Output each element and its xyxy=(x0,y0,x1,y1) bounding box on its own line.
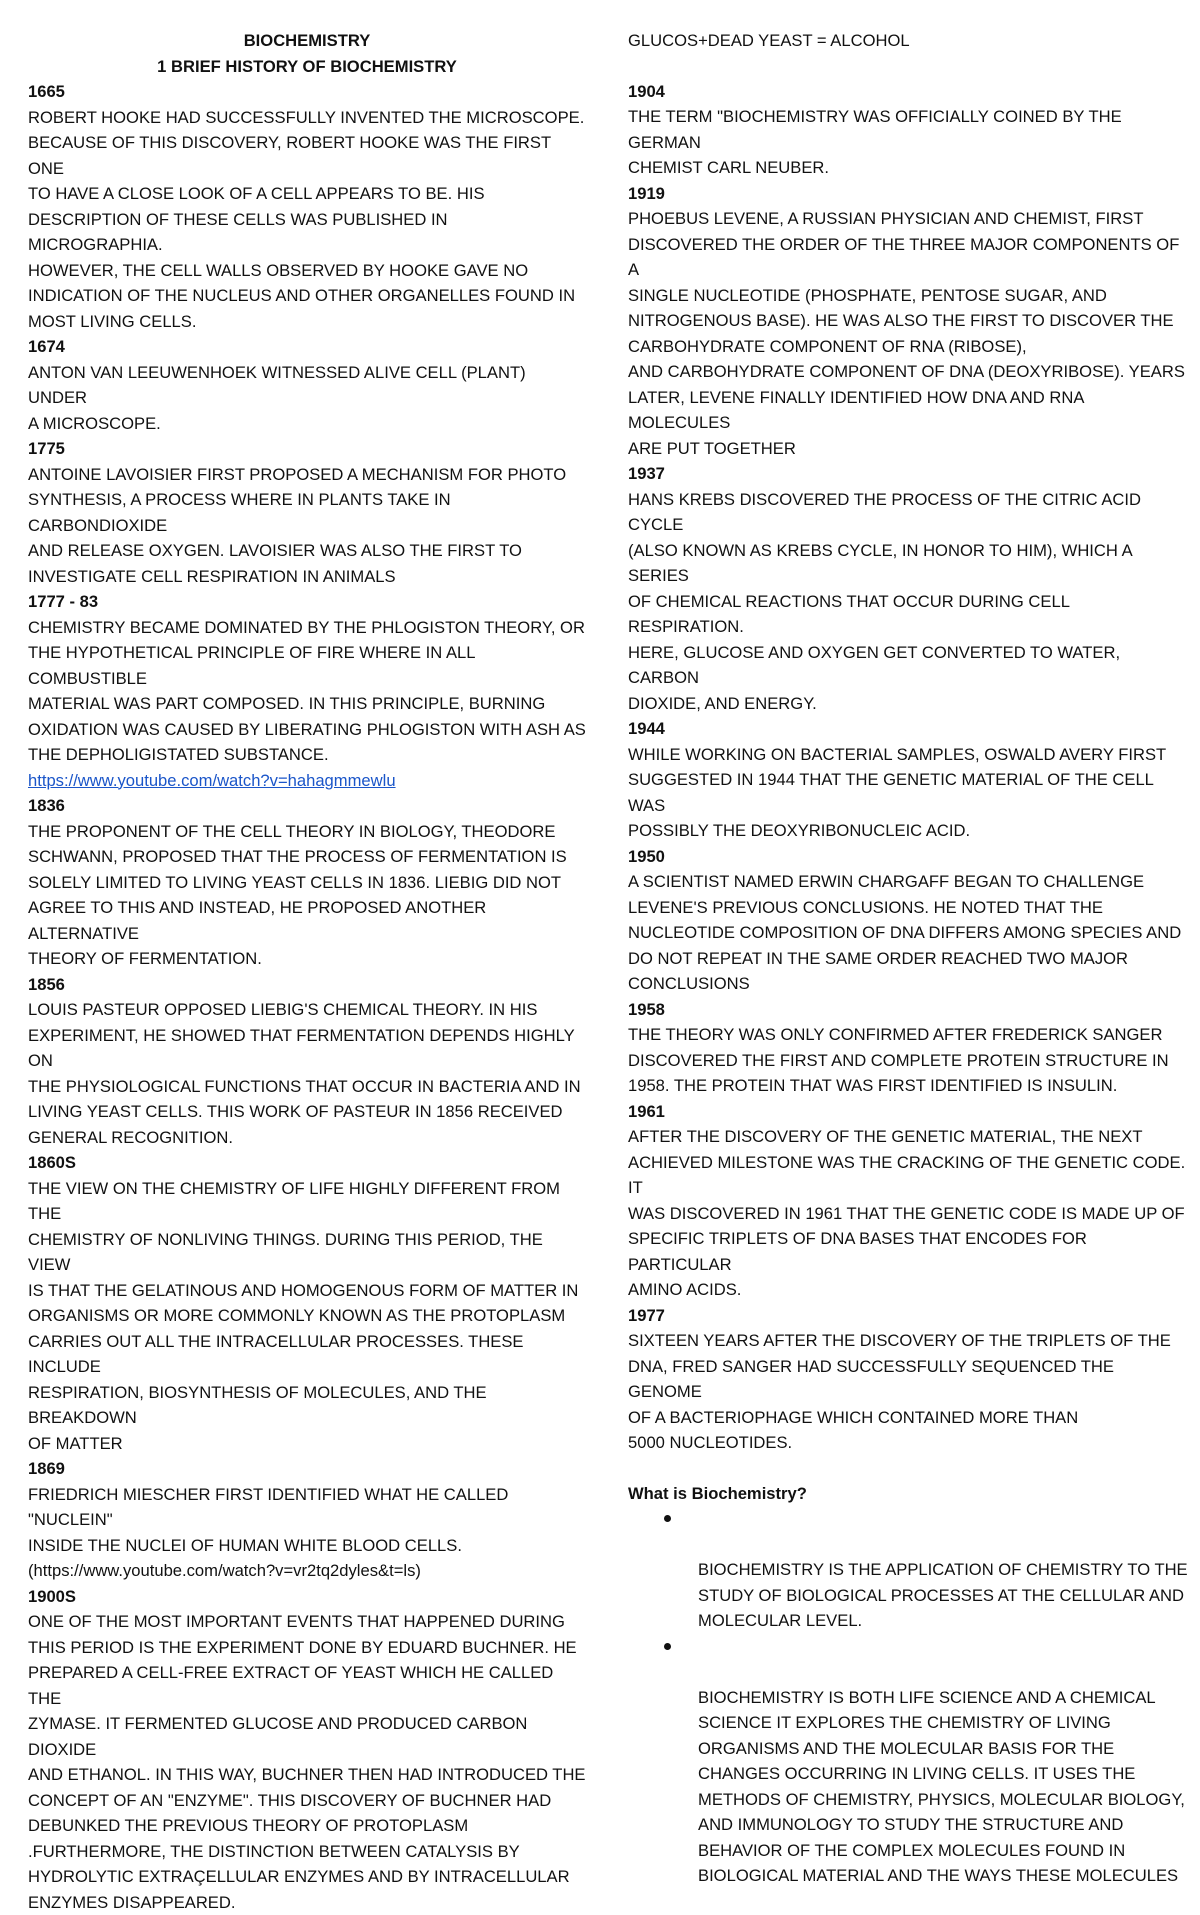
history-entry xyxy=(28,589,586,768)
entry-year: 1944 xyxy=(628,716,1188,742)
equation-line: GLUCOS+DEAD YEAST = ALCOHOL xyxy=(628,28,1188,54)
entry-text: FRIEDRICH MIESCHER FIRST IDENTIFIED WHAT HE CALLED "NUCLEIN" INSIDE THE NUCLEI OF HUMAN WHITE BLOOD CELLS. xyxy=(28,1482,586,1559)
list-item xyxy=(628,1506,1188,1634)
history-entry xyxy=(28,436,586,589)
history-entry xyxy=(28,1456,586,1558)
blank-line xyxy=(628,1456,1188,1481)
entry-text: A SCIENTIST NAMED ERWIN CHARGAFF BEGAN TO CHALLENGE LEVENE'S PREVIOUS CONCLUSIONS. HE NOTED THAT THE NUCLEOTIDE COMPOSITION OF DNA DIFFERS AMONG SPECIES AND DO NOT REPEAT IN THE SAME ORDER REACHED TWO MAJOR CONCLUSIONS xyxy=(628,869,1188,997)
entry-text: ONE OF THE MOST IMPORTANT EVENTS THAT HAPPENED DURING THIS PERIOD IS THE EXPERIMENT DONE BY EDUARD BUCHNER. HE PREPARED A CELL-FREE EXTRACT OF YEAST WHICH HE CALLED THE ZYMASE. IT FERMENTED GLUCOSE AND PRODUCED CARBON DIOXIDE AND ETHANOL. IN THIS WAY, BUCHNER THEN HAD INTRODUCED THE CONCEPT OF AN "ENZYME". THIS DISCOVERY OF BUCHNER HAD DEBUNKED THE PREVIOUS THEORY OF PROTOPLASM .FURTHERMORE, THE DISTINCTION BETWEEN CATALYSIS BY HYDROLYTIC EXTRAÇELLULAR ENZYMES AND BY INTRACELLULAR ENZYMES DISAPPEARED. xyxy=(28,1609,586,1915)
source-reference: (https://www.youtube.com/watch?v=vr2tq2dyles&t=ls) xyxy=(28,1558,586,1584)
definition-heading: What is Biochemistry? xyxy=(628,1481,1188,1507)
history-entry xyxy=(628,461,1188,716)
bullet-icon xyxy=(664,1643,671,1650)
entry-year: 1869 xyxy=(28,1456,586,1482)
bullet-icon xyxy=(664,1515,671,1522)
history-entry xyxy=(628,1303,1188,1456)
entry-text: THE TERM "BIOCHEMISTRY WAS OFFICIALLY COINED BY THE GERMAN CHEMIST CARL NEUBER. xyxy=(628,104,1188,181)
entry-year: 1856 xyxy=(28,972,586,998)
right-column xyxy=(628,28,1188,1538)
entry-year: 1961 xyxy=(628,1099,1188,1125)
history-entry xyxy=(628,1099,1188,1303)
entry-year: 1958 xyxy=(628,997,1188,1023)
entry-year: 1665 xyxy=(28,79,586,105)
history-entry xyxy=(28,334,586,436)
entry-year: 1950 xyxy=(628,844,1188,870)
history-entry xyxy=(28,1584,586,1915)
entry-year: 1900S xyxy=(28,1584,586,1610)
list-item xyxy=(628,1634,1188,1889)
entry-year: 1937 xyxy=(628,461,1188,487)
entry-text: ROBERT HOOKE HAD SUCCESSFULLY INVENTED THE MICROSCOPE. BECAUSE OF THIS DISCOVERY, ROBERT HOOKE WAS THE FIRST ONE TO HAVE A CLOSE LOOK OF A CELL APPEARS TO BE. HIS DESCRIPTION OF THESE CELLS WAS PUBLISHED IN MICROGRAPHIA. HOWEVER, THE CELL WALLS OBSERVED BY HOOKE GAVE NO INDICATION OF THE NUCLEUS AND OTHER ORGANELLES FOUND IN MOST LIVING CELLS. xyxy=(28,105,586,335)
document-page xyxy=(28,28,1188,1538)
entry-text: THE THEORY WAS ONLY CONFIRMED AFTER FREDERICK SANGER DISCOVERED THE FIRST AND COMPLETE PROTEIN STRUCTURE IN 1958. THE PROTEIN THAT WAS FIRST IDENTIFIED IS INSULIN. xyxy=(628,1022,1188,1099)
entry-year: 1777 - 83 xyxy=(28,589,586,615)
entry-text: HANS KREBS DISCOVERED THE PROCESS OF THE CITRIC ACID CYCLE (ALSO KNOWN AS KREBS CYCLE, IN HONOR TO HIM), WHICH A SERIES OF CHEMICAL REACTIONS THAT OCCUR DURING CELL RESPIRATION. HERE, GLUCOSE AND OXYGEN GET CONVERTED TO WATER, CARBON DIOXIDE, AND ENERGY. xyxy=(628,487,1188,717)
entry-text: PHOEBUS LEVENE, A RUSSIAN PHYSICIAN AND CHEMIST, FIRST DISCOVERED THE ORDER OF THE THREE MAJOR COMPONENTS OF A SINGLE NUCLEOTIDE (PHOSPHATE, PENTOSE SUGAR, AND NITROGENOUS BASE). HE WAS ALSO THE FIRST TO DISCOVER THE CARBOHYDRATE COMPONENT OF RNA (RIBOSE), AND CARBOHYDRATE COMPONENT OF DNA (DEOXYRIBOSE). YEARS LATER, LEVENE FINALLY IDENTIFIED HOW DNA AND RNA MOLECULES ARE PUT TOGETHER xyxy=(628,206,1188,461)
history-entry xyxy=(628,716,1188,844)
history-entry xyxy=(28,793,586,972)
history-entry xyxy=(28,79,586,334)
history-entry xyxy=(628,79,1188,181)
list-item-text: BIOCHEMISTRY IS THE APPLICATION OF CHEMISTRY TO THE STUDY OF BIOLOGICAL PROCESSES AT THE CELLULAR AND MOLECULAR LEVEL. xyxy=(698,1560,1188,1630)
list-item-text: BIOCHEMISTRY IS BOTH LIFE SCIENCE AND A CHEMICAL SCIENCE IT EXPLORES THE CHEMISTRY OF LIVING ORGANISMS AND THE MOLECULAR BASIS FOR THE CHANGES OCCURRING IN LIVING CELLS. IT USES THE METHODS OF CHEMISTRY, PHYSICS, MOLECULAR BIOLOGY, AND IMMUNOLOGY TO STUDY THE STRUCTURE AND BEHAVIOR OF THE COMPLEX MOLECULES FOUND IN BIOLOGICAL MATERIAL AND THE WAYS THESE MOLECULES xyxy=(698,1688,1185,1886)
entry-text: LOUIS PASTEUR OPPOSED LIEBIG'S CHEMICAL THEORY. IN HIS EXPERIMENT, HE SHOWED THAT FERMENTATION DEPENDS HIGHLY ON THE PHYSIOLOGICAL FUNCTIONS THAT OCCUR IN BACTERIA AND IN LIVING YEAST CELLS. THIS WORK OF PASTEUR IN 1856 RECEIVED GENERAL RECOGNITION. xyxy=(28,997,586,1150)
history-entry xyxy=(628,997,1188,1099)
entry-year: 1775 xyxy=(28,436,586,462)
youtube-link[interactable]: https://www.youtube.com/watch?v=hahagmmewlu xyxy=(28,768,586,794)
entry-text: SIXTEEN YEARS AFTER THE DISCOVERY OF THE TRIPLETS OF THE DNA, FRED SANGER HAD SUCCESSFULLY SEQUENCED THE GENOME OF A BACTERIOPHAGE WHICH CONTAINED MORE THAN 5000 NUCLEOTIDES. xyxy=(628,1328,1188,1456)
entry-text: ANTON VAN LEEUWENHOEK WITNESSED ALIVE CELL (PLANT) UNDER A MICROSCOPE. xyxy=(28,360,586,437)
entry-year: 1977 xyxy=(628,1303,1188,1329)
entry-year: 1919 xyxy=(628,181,1188,207)
section-title: 1 BRIEF HISTORY OF BIOCHEMISTRY xyxy=(28,54,586,80)
entry-text: THE VIEW ON THE CHEMISTRY OF LIFE HIGHLY DIFFERENT FROM THE CHEMISTRY OF NONLIVING THINGS. DURING THIS PERIOD, THE VIEW IS THAT THE GELATINOUS AND HOMOGENOUS FORM OF MATTER IN ORGANISMS OR MORE COMMONLY KNOWN AS THE PROTOPLASM CARRIES OUT ALL THE INTRACELLULAR PROCESSES. THESE INCLUDE RESPIRATION, BIOSYNTHESIS OF MOLECULES, AND THE BREAKDOWN OF MATTER xyxy=(28,1176,586,1457)
entry-text: CHEMISTRY BECAME DOMINATED BY THE PHLOGISTON THEORY, OR THE HYPOTHETICAL PRINCIPLE OF FIRE WHERE IN ALL COMBUSTIBLE MATERIAL WAS PART COMPOSED. IN THIS PRINCIPLE, BURNING OXIDATION WAS CAUSED BY LIBERATING PHLOGISTON WITH ASH AS THE DEPHOLIGISTATED SUBSTANCE. xyxy=(28,615,586,768)
document-title: BIOCHEMISTRY xyxy=(28,28,586,54)
entry-year: 1674 xyxy=(28,334,586,360)
entry-text: AFTER THE DISCOVERY OF THE GENETIC MATERIAL, THE NEXT ACHIEVED MILESTONE WAS THE CRACKING OF THE GENETIC CODE. IT WAS DISCOVERED IN 1961 THAT THE GENETIC CODE IS MADE UP OF SPECIFIC TRIPLETS OF DNA BASES THAT ENCODES FOR PARTICULAR AMINO ACIDS. xyxy=(628,1124,1188,1303)
entry-year: 1836 xyxy=(28,793,586,819)
entry-text: WHILE WORKING ON BACTERIAL SAMPLES, OSWALD AVERY FIRST SUGGESTED IN 1944 THAT THE GENETIC MATERIAL OF THE CELL WAS POSSIBLY THE DEOXYRIBONUCLEIC ACID. xyxy=(628,742,1188,844)
history-entry xyxy=(28,972,586,1151)
entry-text: ANTOINE LAVOISIER FIRST PROPOSED A MECHANISM FOR PHOTO SYNTHESIS, A PROCESS WHERE IN PLANTS TAKE IN CARBONDIOXIDE AND RELEASE OXYGEN. LAVOISIER WAS ALSO THE FIRST TO INVESTIGATE CELL RESPIRATION IN ANIMALS xyxy=(28,462,586,590)
history-entry xyxy=(28,1150,586,1456)
left-column xyxy=(28,28,586,1538)
blank-line xyxy=(628,54,1188,79)
entry-year: 1904 xyxy=(628,79,1188,105)
entry-year: 1860S xyxy=(28,1150,586,1176)
entry-text: THE PROPONENT OF THE CELL THEORY IN BIOLOGY, THEODORE SCHWANN, PROPOSED THAT THE PROCESS OF FERMENTATION IS SOLELY LIMITED TO LIVING YEAST CELLS IN 1836. LIEBIG DID NOT AGREE TO THIS AND INSTEAD, HE PROPOSED ANOTHER ALTERNATIVE THEORY OF FERMENTATION. xyxy=(28,819,586,972)
history-entry xyxy=(628,181,1188,462)
definition-list xyxy=(628,1506,1188,1889)
history-entry xyxy=(628,844,1188,997)
